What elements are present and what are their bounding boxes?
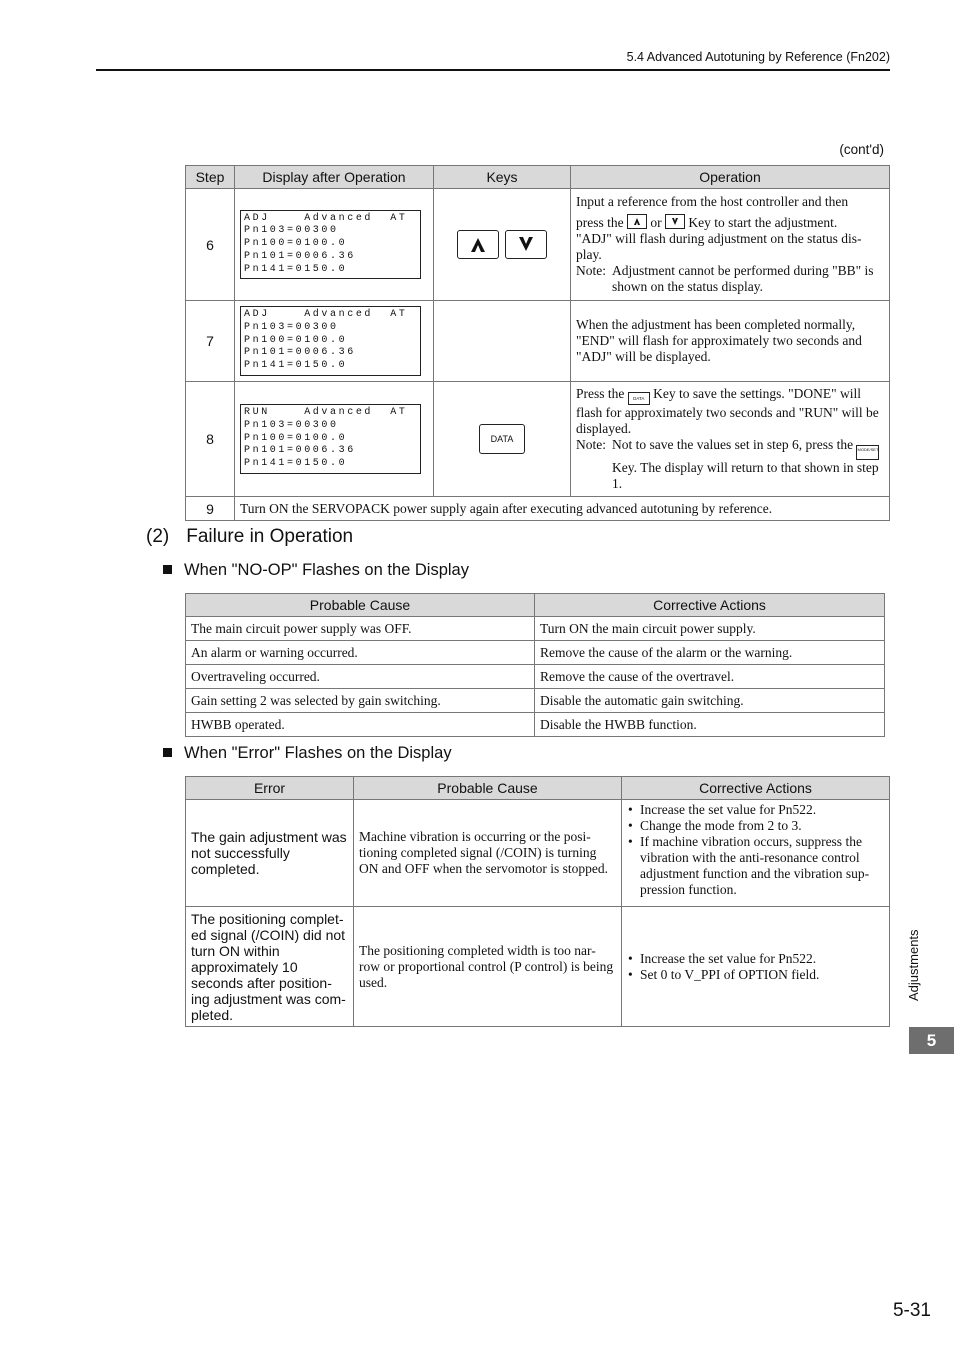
actions-list <box>627 802 884 898</box>
down-key-icon <box>665 214 685 229</box>
col-header-probable-cause: Probable Cause <box>354 777 622 800</box>
side-tab-text: Adjustments <box>906 929 921 1001</box>
step8-op-press: Press the <box>576 386 625 401</box>
note-label: Note: <box>576 263 606 278</box>
list-item: • Set 0 to V_PPI of OPTION field. <box>627 967 884 983</box>
action-cell: Disable the automatic gain switching. <box>535 689 885 713</box>
step6-op-line1: Input a reference from the host controller and then <box>576 194 849 209</box>
action-cell: Turn ON the main circuit power supply. <box>535 617 885 641</box>
operator-display: RUN Advanced AT Pn103=00300 Pn100=0100.0 Pn101=0006.36 Pn141=0150.0 <box>240 404 421 474</box>
list-item: • Increase the set value for Pn522. <box>627 802 884 818</box>
up-key-icon <box>627 214 647 229</box>
mode-set-key-icon: MODE/SET <box>856 445 879 460</box>
note-text: Adjustment cannot be performed during "BB" is shown on the status display. <box>612 263 874 294</box>
error-cell: The gain adjustment was not successfully completed. <box>186 800 354 907</box>
running-header: 5.4 Advanced Autotuning by Reference (Fn202) <box>626 50 890 64</box>
col-header-display: Display after Operation <box>235 166 434 189</box>
step-row-9 <box>186 497 890 521</box>
list-item: • Change the mode from 2 to 3. <box>627 818 884 834</box>
step-number: 6 <box>186 189 235 301</box>
failure-heading-title: Failure in Operation <box>186 526 354 547</box>
up-arrow-icon <box>471 238 485 252</box>
step6-op-press: press the <box>576 215 624 230</box>
col-header-step: Step <box>186 166 235 189</box>
down-arrow-icon <box>519 237 533 251</box>
cause-cell: The positioning completed width is too nar-row or proportional control (P control) is being used. <box>354 907 622 1027</box>
step6-note <box>576 263 884 295</box>
table-row <box>186 665 885 689</box>
note-label: Note: <box>576 437 606 452</box>
step6-op-rest: "ADJ" will flash during adjustment on the status dis-play. <box>576 231 862 262</box>
data-key: DATA <box>479 424 525 454</box>
square-bullet-icon <box>163 748 172 757</box>
operator-display: ADJ Advanced AT Pn103=00300 Pn100=0100.0 Pn101=0006.36 Pn141=0150.0 <box>240 306 421 376</box>
note-text-1: Not to save the values set in step 6, press the <box>612 437 854 452</box>
cause-cell: HWBB operated. <box>186 713 535 737</box>
page-number: 5-31 <box>892 1300 931 1321</box>
steps-table <box>185 165 890 521</box>
noop-table <box>185 593 885 737</box>
step-number: 7 <box>186 301 235 382</box>
up-key <box>457 230 499 259</box>
error-heading-text: When "Error" Flashes on the Display <box>184 744 452 762</box>
chapter-tab-number: 5 <box>909 1027 954 1054</box>
steps-table-header <box>186 166 890 189</box>
step6-op-key-text: Key to start the adjustment. <box>688 215 838 230</box>
step8-note <box>576 437 884 492</box>
cause-cell: Machine vibration is occurring or the posi-tioning completed signal (/COIN) is turning ON and OFF when the servomotor is stopped. <box>354 800 622 907</box>
step-row-8 <box>186 382 890 497</box>
cause-cell: An alarm or warning occurred. <box>186 641 535 665</box>
col-header-error: Error <box>186 777 354 800</box>
list-item: • Increase the set value for Pn522. <box>627 951 884 967</box>
down-key <box>505 230 547 259</box>
error-heading <box>163 744 452 763</box>
table-row <box>186 689 885 713</box>
step6-op-or: or <box>650 215 662 230</box>
step8-op-rest: Key to save the settings. "DONE" will flash for approximately two seconds and "RUN" will be displayed. <box>576 386 879 436</box>
action-cell: Disable the HWBB function. <box>535 713 885 737</box>
col-header-probable-cause: Probable Cause <box>186 594 535 617</box>
col-header-corrective-actions: Corrective Actions <box>622 777 890 800</box>
side-tab-label <box>888 915 938 1005</box>
cause-cell: Gain setting 2 was selected by gain switching. <box>186 689 535 713</box>
list-item: • If machine vibration occurs, suppress the vibration with the anti-resonance control adjustment function and the vibration sup-pression function. <box>627 834 884 898</box>
error-table <box>185 776 890 1027</box>
noop-heading-text: When "NO-OP" Flashes on the Display <box>184 561 469 579</box>
step-row-6 <box>186 189 890 301</box>
table-row <box>186 907 890 1027</box>
cause-cell: Overtraveling occurred. <box>186 665 535 689</box>
action-cell: Remove the cause of the overtravel. <box>535 665 885 689</box>
data-key-icon: DATA <box>628 392 650 405</box>
square-bullet-icon <box>163 565 172 574</box>
col-header-operation: Operation <box>571 166 890 189</box>
continued-label: (cont'd) <box>839 142 884 157</box>
step-number: 8 <box>186 382 235 497</box>
table-row <box>186 713 885 737</box>
operator-display: ADJ Advanced AT Pn103=00300 Pn100=0100.0 Pn101=0006.36 Pn141=0150.0 <box>240 210 421 280</box>
actions-list <box>627 951 884 983</box>
table-row <box>186 617 885 641</box>
failure-heading-num: (2) <box>146 526 170 547</box>
step-number: 9 <box>186 497 235 521</box>
noop-heading <box>163 561 469 580</box>
cause-cell: The main circuit power supply was OFF. <box>186 617 535 641</box>
table-row <box>186 800 890 907</box>
step9-op: Turn ON the SERVOPACK power supply again after executing advanced autotuning by reference. <box>235 497 890 521</box>
table-row <box>186 641 885 665</box>
action-cell: Remove the cause of the alarm or the warning. <box>535 641 885 665</box>
note-text-2: Key. The display will return to that shown in step 1. <box>612 460 879 491</box>
header-rule <box>96 69 890 71</box>
col-header-corrective-actions: Corrective Actions <box>535 594 885 617</box>
step7-op: When the adjustment has been completed normally, "END" will flash for approximately two seconds and "ADJ" will be displayed. <box>571 301 890 382</box>
col-header-keys: Keys <box>434 166 571 189</box>
failure-heading <box>146 526 353 548</box>
step-row-7 <box>186 301 890 382</box>
error-cell: The positioning complet-ed signal (/COIN) did not turn ON within approximately 10 seconds after position-ing adjustment was com-pleted. <box>186 907 354 1027</box>
